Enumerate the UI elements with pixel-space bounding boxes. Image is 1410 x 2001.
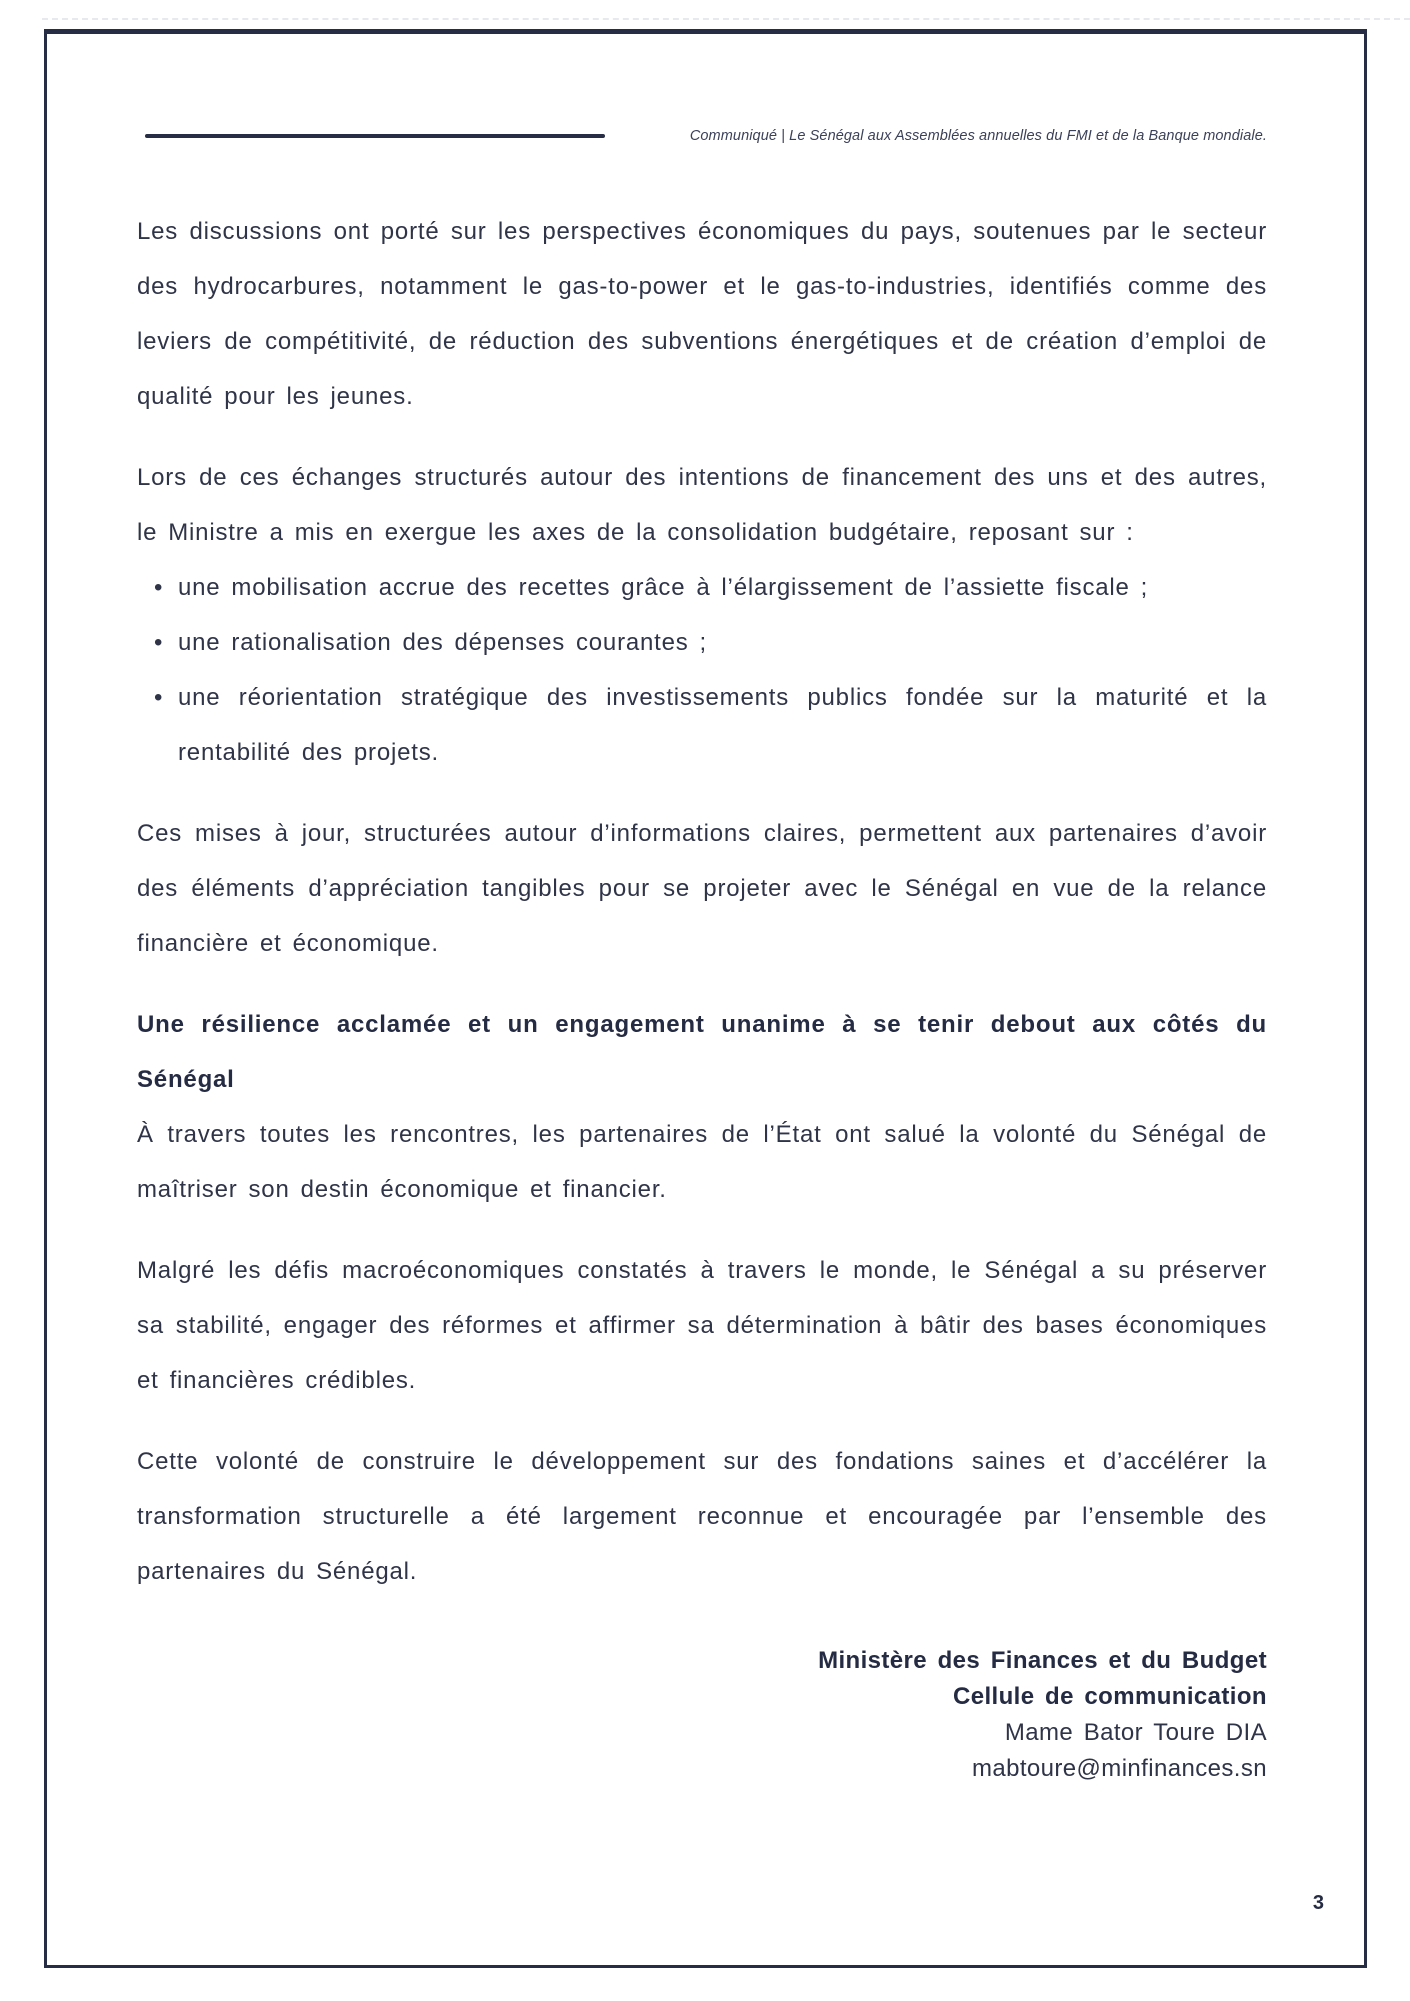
header-rule [145, 134, 605, 138]
signature-unit: Cellule de communication [953, 1683, 1267, 1710]
signature-name: Mame Bator Toure DIA [1004, 1719, 1267, 1746]
paragraph-echanges: Lors de ces échanges structurés autour des intentions de financement des uns et des autres, le Ministre a mis en exergue les axes de la consolidation budgétaire, reposant sur : [137, 464, 1267, 546]
signature-org: Ministère des Finances et du Budget [818, 1647, 1267, 1674]
paragraph-discussions: Les discussions ont porté sur les perspectives économiques du pays, soutenues par le secteur des hydrocarbures, notamment le gas-to-power et le gas-to-industries, identifiés comme des leviers de compétitivité, de réduction des subventions énergétiques et de création d’emploi de qualité pour les jeunes. [137, 218, 1267, 410]
bullet-item-reorientation: • une réorientation stratégique des investissements publics fondée sur la maturité et la rentabilité des projets. [178, 670, 1267, 780]
signature-email: mabtoure@minfinances.sn [971, 1755, 1267, 1782]
header-caption: Communiqué | Le Sénégal aux Assemblées annuelles du FMI et de la Banque mondiale. [689, 128, 1267, 144]
document-header [137, 126, 1267, 146]
bullet-list [137, 560, 1267, 780]
paragraph-mises-a-jour: Ces mises à jour, structurées autour d’informations claires, permettent aux partenaires d’avoir des éléments d’appréciation tangibles pour se projeter avec le Sénégal en vue de la relance financière et économique. [137, 820, 1267, 957]
document-body [137, 204, 1267, 1787]
page-content [137, 0, 1267, 1787]
paragraph-volonte: Cette volonté de construire le développement sur des fondations saines et d’accélérer la transformation structurelle a été largement reconnue et encouragée par l’ensemble des partenaires du Sénégal. [137, 1448, 1267, 1585]
bullet-item-rationalisation: • une rationalisation des dépenses courantes ; [178, 615, 1267, 670]
paragraph-rencontres: À travers toutes les rencontres, les partenaires de l’État ont salué la volonté du Sénégal de maîtriser son destin économique et financier. [137, 1121, 1267, 1203]
bullet-item-mobilisation: • une mobilisation accrue des recettes grâce à l’élargissement de l’assiette fiscale ; [178, 560, 1267, 615]
page-number: 3 [1312, 1892, 1324, 1914]
signature-block [137, 1643, 1267, 1787]
paragraph-defis: Malgré les défis macroéconomiques constatés à travers le monde, le Sénégal a su préserver sa stabilité, engager des réformes et affirmer sa détermination à bâtir des bases économiques et financières crédibles. [137, 1257, 1267, 1394]
section-heading-resilience: Une résilience acclamée et un engagement unanime à se tenir debout aux côtés du Sénégal [137, 1011, 1267, 1093]
